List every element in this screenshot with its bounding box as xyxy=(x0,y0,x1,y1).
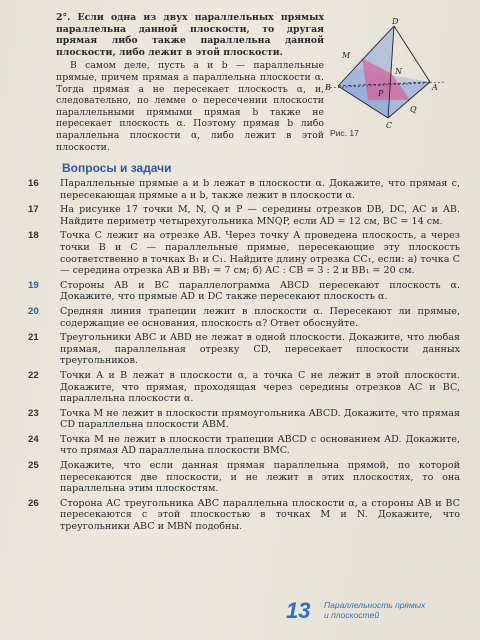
task-item xyxy=(20,306,460,329)
task-text: Стороны AB и BC параллелограмма ABCD пересекают плоскость α. Докажите, что прямые AD и DC также пересекают плоскость α. xyxy=(60,279,460,303)
task-item xyxy=(20,178,460,201)
task-number: 26 xyxy=(28,497,39,509)
task-text: Параллельные прямые a и b лежат в плоскости α. Докажите, что прямая c, пересекающая прямые a и b, также лежит в плоскости α. xyxy=(60,178,460,201)
theorem-block xyxy=(56,12,324,153)
theorem-statement: 2°. Если одна из двух параллельных прямых параллельна данной плоскости, то другая прямая либо также параллельна данной плоскости, либо лежит в этой плоскости. xyxy=(56,12,324,58)
theorem-proof: В самом деле, пусть a и b — параллельные прямые, причем прямая a параллельна плоскости α. Тогда прямая a не пересекает плоскость α, и, следовательно, по лемме о пересечении плоскости параллельными прямыми прямая b также не пересекает плоскость α. Поэтому прямая b либо параллельна плоскости α, либо лежит в этой плоскости. xyxy=(56,60,324,153)
label-N: N xyxy=(395,67,402,76)
task-text: Точка C лежит на отрезке AB. Через точку A проведена плоскость, а через точки B и C — параллельные прямые, пересекающие эту плоскость соответственно в точках B₁ и C₁. Найдите длину отрезка CC₁, если: а) точка C — середина отрезка AB и BB₁ = 7 см; б) AC : CB = 3 : 2 и BB₁ = 20 см. xyxy=(60,230,460,277)
task-number: 17 xyxy=(28,204,39,216)
task-item xyxy=(20,408,460,431)
task-number: 19 xyxy=(28,279,39,291)
footer-title-line2: и плоскостей xyxy=(324,610,380,620)
task-number: 18 xyxy=(28,230,39,242)
label-Q: Q xyxy=(410,105,417,114)
task-text: Сторона AC треугольника ABC параллельна плоскости α, а стороны AB и BC пересекаются с этой плоскостью в точках M и N. Докажите, что треугольники ABC и MBN подобны. xyxy=(60,497,460,533)
task-item xyxy=(20,204,460,227)
task-item xyxy=(20,370,460,405)
label-D: D xyxy=(392,18,399,26)
task-list xyxy=(20,178,460,536)
task-number: 22 xyxy=(28,369,39,381)
task-number: 24 xyxy=(28,433,39,445)
task-item xyxy=(20,280,460,303)
task-number: 21 xyxy=(28,332,39,344)
task-text: Точка M не лежит в плоскости прямоугольника ABCD. Докажите, что прямая CD параллельна плоскости ABM. xyxy=(60,407,460,431)
task-text: Точки A и B лежат в плоскости α, а точка C не лежит в этой плоскости. Докажите, что прямая, проходящая через середины отрезков AC и BC, параллельна плоскости α. xyxy=(60,369,460,405)
task-number: 16 xyxy=(28,178,39,189)
figure-caption: Рис. 17 xyxy=(330,128,359,138)
task-text: Средняя линия трапеции лежит в плоскости α. Пересекают ли прямые, содержащие ее основания, плоскость α? Ответ обоснуйте. xyxy=(60,305,460,329)
task-item xyxy=(20,460,460,495)
task-item xyxy=(20,498,460,533)
task-text: Треугольники ABC и ABD не лежат в одной плоскости. Докажите, что любая прямая, параллельная отрезку CD, пересекает плоскости данных треугольников. xyxy=(60,332,460,367)
task-number: 20 xyxy=(28,305,39,317)
page-number: 13 xyxy=(286,598,311,623)
label-P: P xyxy=(378,89,384,98)
task-text: Точка M не лежит в плоскости трапеции ABCD с основанием AD. Докажите, что прямая AD параллельна плоскости BMC. xyxy=(60,433,460,457)
label-B: B xyxy=(325,83,331,92)
label-C: C xyxy=(386,121,393,130)
task-item xyxy=(20,434,460,457)
task-number: 23 xyxy=(28,407,39,419)
label-A: A xyxy=(432,83,438,92)
task-number: 25 xyxy=(28,460,39,472)
running-footer xyxy=(324,600,425,620)
task-text: На рисунке 17 точки M, N, Q и P — середины отрезков DB, DC, AC и AB. Найдите периметр четырехугольника MNQP, если AD = 12 см, BC = 14 см. xyxy=(60,204,460,227)
task-item xyxy=(20,230,460,276)
label-M: M xyxy=(342,51,351,60)
task-text: Докажите, что если данная прямая параллельна прямой, по которой пересекаются две плоскости, и не лежит в этих плоскостях, то она параллельна этим плоскостям. xyxy=(60,460,460,495)
footer-title-line1: Параллельность прямых xyxy=(324,600,426,610)
section-heading: Вопросы и задачи xyxy=(62,161,172,175)
task-item xyxy=(20,332,460,367)
